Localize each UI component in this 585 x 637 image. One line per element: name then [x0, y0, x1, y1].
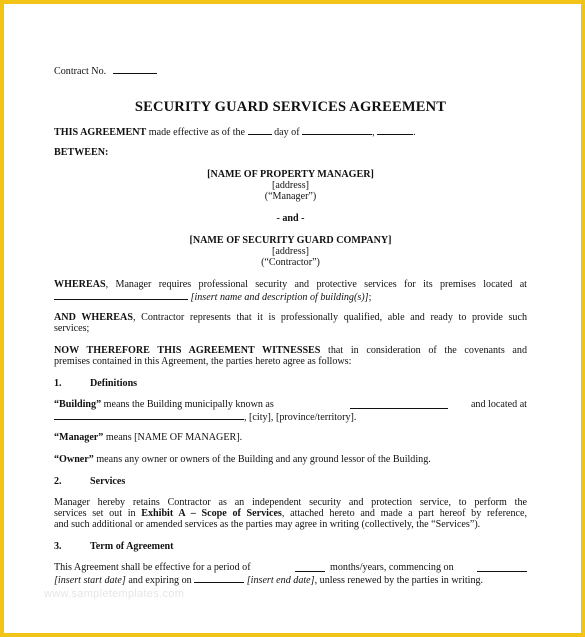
building-definition-line2: [54, 410, 356, 424]
effective-day-blank[interactable]: [248, 125, 272, 135]
building-located-at: and located at: [470, 399, 527, 410]
services-text-a: services set out in: [54, 508, 142, 519]
services-line1: Manager hereby retains Contractor as an independent security and protection service, to perform the: [54, 497, 527, 508]
contract-number-blank[interactable]: [113, 64, 157, 74]
effective-end: .: [413, 127, 416, 138]
whereas2-text: , Contractor represents that it is professionally qualified, able and ready to provide such: [132, 312, 527, 323]
owner-term: “Owner”: [54, 454, 94, 465]
between-heading: BETWEEN:: [54, 147, 109, 158]
end-date-placeholder: [insert end date]: [246, 575, 315, 586]
party2-alias: (“Contractor”): [261, 257, 320, 268]
term-commence-blank[interactable]: [477, 562, 527, 572]
contract-number-label: Contract No.: [54, 66, 107, 77]
party1-address: [address]: [272, 180, 309, 191]
effective-year-blank[interactable]: [377, 125, 413, 135]
whereas1-line2: [54, 290, 371, 304]
building-street-blank[interactable]: [54, 410, 244, 420]
whereas1-text: , Manager requires professional security and protective services for its premises located at: [105, 279, 527, 290]
contract-number-line: [54, 64, 157, 78]
term-period-blank[interactable]: [295, 562, 325, 572]
party2-name: [NAME OF SECURITY GUARD COMPANY]: [189, 235, 392, 246]
section3-title: Term of Agreement: [90, 541, 174, 552]
services-text-c: , attached hereto and made a part hereof by reference,: [281, 508, 527, 519]
effective-month-blank[interactable]: [302, 125, 372, 135]
exhibit-a-reference: Exhibit A – Scope of Services: [141, 508, 282, 519]
services-line3: and such additional or amended services as the parties may agree in writing (collectively, the “Services”).: [54, 519, 481, 530]
building-address-blank[interactable]: [350, 399, 448, 409]
section2-number: 2.: [54, 476, 62, 487]
building-city-text: , [city], [province/territory].: [244, 412, 357, 423]
owner-definition: [54, 454, 431, 466]
effective-day-text: day of: [271, 127, 303, 138]
whereas2-line1: [54, 312, 527, 324]
owner-text: means any owner or owners of the Building and any ground lessor of the Building.: [93, 454, 431, 465]
start-date-placeholder: [insert start date]: [54, 575, 126, 586]
whereas1-lead: WHEREAS: [54, 279, 106, 290]
effective-lead: THIS AGREEMENT: [54, 127, 147, 138]
term-text-expiring: and expiring on: [125, 575, 195, 586]
whereas1-end: ;: [368, 292, 372, 303]
term-line2: [54, 573, 483, 587]
effective-text: made effective as of the: [146, 127, 248, 138]
section1-title: Definitions: [90, 378, 138, 389]
section2-heading: [54, 476, 125, 488]
manager-term: “Manager”: [54, 432, 104, 443]
building-term: “Building”: [54, 399, 102, 410]
manager-text: means [NAME OF MANAGER].: [103, 432, 243, 443]
site-watermark: www.sampletemplates.com: [44, 588, 185, 600]
whereas2-lead: AND WHEREAS: [54, 312, 133, 323]
building-text: means the Building municipally known as: [101, 399, 274, 410]
term-expire-blank[interactable]: [194, 573, 244, 583]
witnesses-lead: NOW THEREFORE THIS AGREEMENT WITNESSES: [54, 345, 321, 356]
manager-definition: [54, 432, 242, 444]
witnesses-text: that in consideration of the covenants and: [320, 345, 528, 356]
building-description-blank[interactable]: [54, 290, 188, 300]
party2-address: [address]: [272, 246, 309, 257]
party1-alias: (“Manager”): [264, 191, 317, 202]
whereas1-italic: [insert name and description of building(s)]: [188, 292, 369, 303]
and-separator: - and -: [276, 213, 305, 224]
document-page: [4, 4, 581, 633]
party1-name: [NAME OF PROPERTY MANAGER]: [207, 169, 374, 180]
section3-number: 3.: [54, 541, 62, 552]
term-text-end: , unless renewed by the parties in writing.: [314, 575, 484, 586]
witnesses-line2: premises contained in this Agreement, the parties hereto agree as follows:: [54, 356, 352, 367]
term-text-a: This Agreement shall be effective for a period of: [54, 562, 251, 573]
section3-heading: [54, 541, 174, 553]
section2-title: Services: [90, 476, 126, 487]
term-text-b: months/years, commencing on: [330, 562, 454, 573]
document-title: SECURITY GUARD SERVICES AGREEMENT: [134, 99, 447, 115]
whereas2-line2: services;: [54, 323, 90, 334]
effective-date-line: THIS AGREEMENT made effective as of the day of , .: [54, 127, 416, 138]
section1-heading: [54, 378, 137, 390]
section1-number: 1.: [54, 378, 62, 389]
